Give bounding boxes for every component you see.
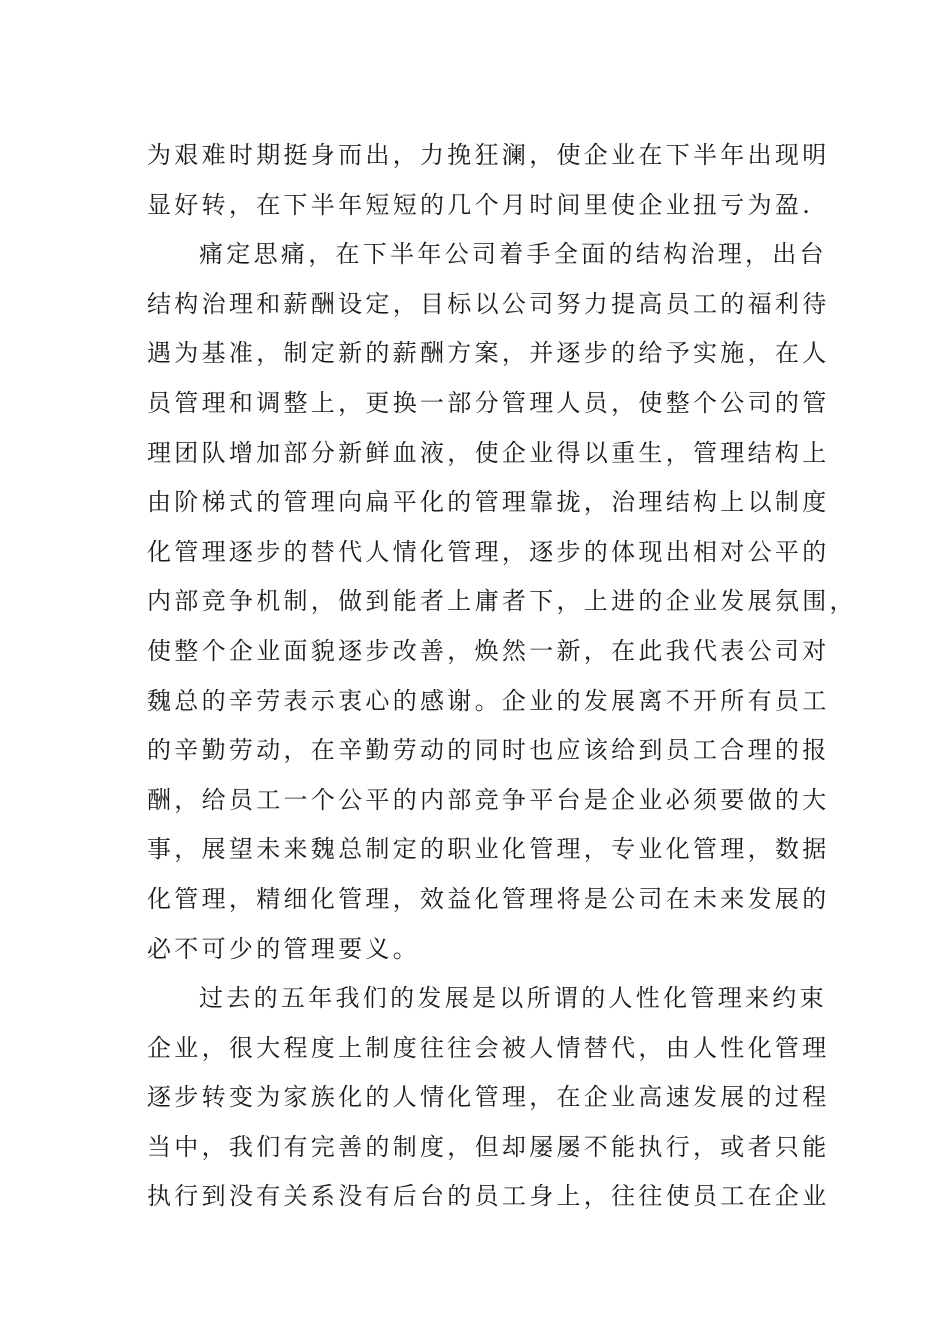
text-line: 结构治理和薪酬设定，目标以公司努力提高员工的福利待	[147, 289, 830, 318]
text-line: 必不可少的管理要义。	[147, 934, 420, 963]
text-line: 的辛勤劳动，在辛勤劳动的同时也应该给到员工合理的报	[147, 736, 830, 765]
text-line: 事，展望未来魏总制定的职业化管理，专业化管理，数据	[147, 835, 830, 864]
text-line: 执行到没有关系没有后台的员工身上，往往使员工在企业	[147, 1182, 830, 1211]
text-line: 逐步转变为家族化的人情化管理，在企业高速发展的过程	[147, 1083, 830, 1112]
body-text	[147, 131, 857, 1222]
text-line: 显好转，在下半年短短的几个月时间里使企业扭亏为盈.	[147, 190, 814, 219]
text-line: 企业，很大程度上制度往往会被人情替代，由人性化管理	[147, 1033, 830, 1062]
text-line: 遇为基准，制定新的薪酬方案，并逐步的给予实施，在人	[147, 339, 830, 368]
text-line: 化管理，精细化管理，效益化管理将是公司在未来发展的	[147, 884, 830, 913]
text-line: 内部竞争机制，做到能者上庸者下，上进的企业发展氛围，	[147, 587, 857, 616]
paragraph-first-line: 过去的五年我们的发展是以所谓的人性化管理来约束	[199, 984, 827, 1013]
text-line: 员管理和调整上，更换一部分管理人员，使整个公司的管	[147, 388, 830, 417]
text-line: 由阶梯式的管理向扁平化的管理靠拢，治理结构上以制度	[147, 488, 830, 517]
text-line: 当中，我们有完善的制度，但却屡屡不能执行，或者只能	[147, 1132, 830, 1161]
text-line: 化管理逐步的替代人情化管理，逐步的体现出相对公平的	[147, 537, 830, 566]
text-line: 为艰难时期挺身而出，力挽狂澜，使企业在下半年出现明	[147, 141, 830, 169]
text-line: 理团队增加部分新鲜血液，使企业得以重生，管理结构上	[147, 438, 830, 467]
text-line: 魏总的辛劳表示衷心的感谢。企业的发展离不开所有员工	[147, 686, 830, 715]
text-line: 使整个企业面貌逐步改善，焕然一新，在此我代表公司对	[147, 636, 830, 665]
text-line: 酬，给员工一个公平的内部竞争平台是企业必须要做的大	[147, 785, 830, 814]
paragraph-first-line: 痛定思痛，在下半年公司着手全面的结构治理，出台	[199, 240, 827, 269]
